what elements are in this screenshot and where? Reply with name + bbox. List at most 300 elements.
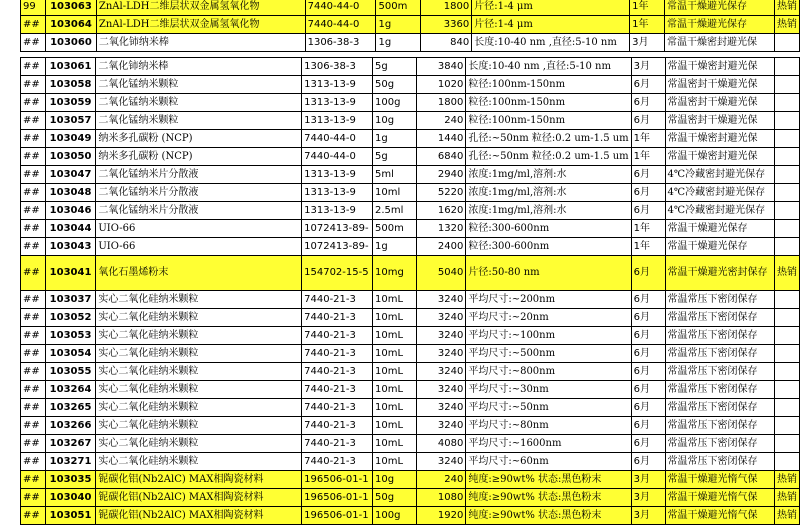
row-index-cell[interactable]: ## (21, 112, 46, 130)
row-index-cell[interactable]: ## (21, 435, 46, 453)
shelf-life-cell[interactable]: 1年 (630, 0, 665, 16)
product-code-cell[interactable]: 103054 (45, 345, 96, 363)
hot-sale-tag-cell[interactable] (774, 363, 799, 381)
product-name-cell[interactable]: 实心二氧化硅纳米颗粒 (96, 363, 302, 381)
product-code-cell[interactable]: 103061 (45, 58, 96, 76)
storage-condition-cell[interactable]: 常温干燥密封避光保 (665, 34, 775, 52)
price-cell[interactable]: 3240 (417, 363, 466, 381)
package-size-cell[interactable]: 10mL (372, 453, 416, 471)
shelf-life-cell[interactable]: 6月 (631, 363, 665, 381)
row-index-cell[interactable]: ## (21, 220, 46, 238)
storage-condition-cell[interactable]: 4℃冷藏密封避光保存 (665, 166, 774, 184)
package-size-cell[interactable]: 10mL (372, 381, 416, 399)
shelf-life-cell[interactable]: 6月 (631, 94, 665, 112)
table-row (21, 34, 800, 52)
storage-condition-cell[interactable]: 常温常压下密闭保存 (665, 417, 774, 435)
product-name-cell[interactable]: 实心二氧化硅纳米颗粒 (96, 435, 302, 453)
storage-condition-cell[interactable]: 4℃冷藏密封避光保存 (665, 202, 774, 220)
table-row (21, 130, 800, 148)
cas-number-cell[interactable]: 1313-13-9 (302, 166, 373, 184)
product-name-cell[interactable]: 实心二氧化硅纳米颗粒 (96, 453, 302, 471)
package-size-cell[interactable]: 10ml (372, 184, 416, 202)
shelf-life-cell[interactable]: 6月 (631, 345, 665, 363)
specification-cell[interactable]: 长度:10-40 nm ,直径:5-10 nm (472, 34, 630, 52)
cas-number-cell[interactable]: 196506-01-1 (302, 489, 373, 507)
price-cell[interactable]: 840 (421, 34, 472, 52)
row-index-cell[interactable]: ## (21, 363, 46, 381)
specification-cell[interactable]: 纯度:≥90wt% 状态:黑色粉末 (466, 507, 631, 525)
row-index-cell[interactable]: ## (21, 417, 46, 435)
shelf-life-cell[interactable]: 6月 (631, 184, 665, 202)
package-size-cell[interactable]: 50g (372, 76, 416, 94)
specification-cell[interactable]: 粒径:100nm-150nm (466, 76, 631, 94)
storage-condition-cell[interactable]: 常温常压下密闭保存 (665, 363, 774, 381)
price-cell[interactable]: 3240 (417, 399, 466, 417)
price-cell[interactable]: 5040 (417, 256, 466, 291)
hot-sale-tag-cell[interactable]: 热销 (774, 471, 799, 489)
row-index-cell[interactable]: ## (21, 148, 46, 166)
product-name-cell[interactable]: UIO-66 (96, 238, 302, 256)
product-name-cell[interactable]: 二氧化锰纳米片分散液 (96, 184, 302, 202)
specification-cell[interactable]: 平均尺寸:~800nm (466, 363, 631, 381)
shelf-life-cell[interactable]: 6月 (631, 76, 665, 94)
cas-number-cell[interactable]: 7440-44-0 (302, 130, 373, 148)
shelf-life-cell[interactable]: 3月 (631, 507, 665, 525)
product-name-cell[interactable]: 氧化石墨烯粉末 (96, 256, 302, 291)
storage-condition-cell[interactable]: 常温常压下密闭保存 (665, 291, 774, 309)
row-index-cell[interactable]: ## (21, 291, 46, 309)
package-size-cell[interactable]: 10mL (372, 363, 416, 381)
product-name-cell[interactable]: 实心二氧化硅纳米颗粒 (96, 399, 302, 417)
cas-number-cell[interactable]: 1313-13-9 (302, 76, 373, 94)
row-index-cell[interactable]: ## (21, 327, 46, 345)
package-size-cell[interactable]: 5g (372, 58, 416, 76)
specification-cell[interactable]: 浓度:1mg/ml,溶剂:水 (466, 166, 631, 184)
price-cell[interactable]: 3360 (421, 16, 472, 34)
cas-number-cell[interactable]: 1313-13-9 (302, 94, 373, 112)
cas-number-cell[interactable]: 1313-13-9 (302, 112, 373, 130)
row-index-cell[interactable]: ## (21, 238, 46, 256)
product-code-cell[interactable]: 103052 (45, 309, 96, 327)
shelf-life-cell[interactable]: 1年 (631, 238, 665, 256)
product-code-cell[interactable]: 103055 (45, 363, 96, 381)
hot-sale-tag-cell[interactable] (774, 453, 799, 471)
product-code-cell[interactable]: 103064 (45, 16, 96, 34)
product-name-cell[interactable]: 二氧化锰纳米片分散液 (96, 166, 302, 184)
hot-sale-tag-cell[interactable] (774, 34, 799, 52)
product-name-cell[interactable]: 实心二氧化硅纳米颗粒 (96, 381, 302, 399)
product-code-cell[interactable]: 103051 (45, 507, 96, 525)
specification-cell[interactable]: 纯度:≥90wt% 状态:黑色粉末 (466, 471, 631, 489)
shelf-life-cell[interactable]: 6月 (631, 417, 665, 435)
price-cell[interactable]: 1620 (417, 202, 466, 220)
storage-condition-cell[interactable]: 常温常压下密闭保存 (665, 381, 774, 399)
table-row (21, 399, 800, 417)
product-code-cell[interactable]: 103053 (45, 327, 96, 345)
cas-number-cell[interactable]: 7440-44-0 (302, 148, 373, 166)
table-row (21, 166, 800, 184)
hot-sale-tag-cell[interactable]: 热销 (774, 489, 799, 507)
product-name-cell[interactable]: 实心二氧化硅纳米颗粒 (96, 309, 302, 327)
row-index-cell[interactable]: ## (21, 184, 46, 202)
row-index-cell[interactable]: ## (21, 16, 46, 34)
price-cell[interactable]: 3840 (417, 58, 466, 76)
hot-sale-tag-cell[interactable] (774, 327, 799, 345)
shelf-life-cell[interactable]: 3月 (631, 489, 665, 507)
shelf-life-cell[interactable]: 6月 (631, 256, 665, 291)
product-name-cell[interactable]: 二氧化锰纳米颗粒 (96, 94, 302, 112)
table-row (21, 489, 800, 507)
shelf-life-cell[interactable]: 6月 (631, 291, 665, 309)
specification-cell[interactable]: 平均尺寸:~80nm (466, 417, 631, 435)
price-cell[interactable]: 3240 (417, 291, 466, 309)
specification-cell[interactable]: 纯度:≥90wt% 状态:黑色粉末 (466, 489, 631, 507)
package-size-cell[interactable]: 2.5ml (372, 202, 416, 220)
storage-condition-cell[interactable]: 常温干燥避光惰气保 (665, 471, 774, 489)
hot-sale-tag-cell[interactable] (774, 130, 799, 148)
package-size-cell[interactable]: 1g (372, 238, 416, 256)
product-code-cell[interactable]: 103060 (45, 34, 96, 52)
package-size-cell[interactable]: 10mg (372, 256, 416, 291)
product-code-cell[interactable]: 103058 (45, 76, 96, 94)
package-size-cell[interactable]: 10mL (372, 327, 416, 345)
cas-number-cell[interactable]: 1072413-89- (302, 238, 373, 256)
storage-condition-cell[interactable]: 常温常压下密闭保存 (665, 345, 774, 363)
specification-cell[interactable]: 平均尺寸:~50nm (466, 399, 631, 417)
price-cell[interactable]: 1020 (417, 76, 466, 94)
price-cell[interactable]: 3240 (417, 381, 466, 399)
price-cell[interactable]: 2400 (417, 238, 466, 256)
row-index-cell[interactable]: ## (21, 471, 46, 489)
cas-number-cell[interactable]: 1306-38-3 (302, 58, 373, 76)
row-index-cell[interactable]: ## (21, 202, 46, 220)
shelf-life-cell[interactable]: 6月 (631, 166, 665, 184)
price-cell[interactable]: 6840 (417, 148, 466, 166)
package-size-cell[interactable]: 1g (376, 34, 421, 52)
product-code-cell[interactable]: 103057 (45, 112, 96, 130)
package-size-cell[interactable]: 10mL (372, 399, 416, 417)
product-code-cell[interactable]: 103041 (45, 256, 96, 291)
cas-number-cell[interactable]: 196506-01-1 (302, 471, 373, 489)
product-code-cell[interactable]: 103264 (45, 381, 96, 399)
package-size-cell[interactable]: 50g (372, 489, 416, 507)
storage-condition-cell[interactable]: 常温干燥避光保存 (665, 0, 775, 16)
product-name-cell[interactable]: 铌碳化铝(Nb2AlC) MAX相陶瓷材料 (96, 471, 302, 489)
product-code-cell[interactable]: 103047 (45, 166, 96, 184)
specification-cell[interactable]: 平均尺寸:~60nm (466, 453, 631, 471)
product-code-cell[interactable]: 103059 (45, 94, 96, 112)
table-row (21, 112, 800, 130)
hot-sale-tag-cell[interactable] (774, 202, 799, 220)
row-index-cell[interactable]: ## (21, 453, 46, 471)
shelf-life-cell[interactable]: 6月 (631, 202, 665, 220)
hot-sale-tag-cell[interactable]: 热销 (774, 256, 799, 291)
specification-cell[interactable]: 平均尺寸:~200nm (466, 291, 631, 309)
row-index-cell[interactable]: ## (21, 381, 46, 399)
product-code-cell[interactable]: 103267 (45, 435, 96, 453)
specification-cell[interactable]: 粒径:100nm-150nm (466, 112, 631, 130)
price-cell[interactable]: 1320 (417, 220, 466, 238)
specification-cell[interactable]: 片径:1-4 μm (472, 0, 630, 16)
specification-cell[interactable]: 片径:1-4 μm (472, 16, 630, 34)
cas-number-cell[interactable]: 7440-44-0 (305, 0, 376, 16)
product-name-cell[interactable]: 实心二氧化硅纳米颗粒 (96, 327, 302, 345)
product-code-cell[interactable]: 103271 (45, 453, 96, 471)
storage-condition-cell[interactable]: 4℃冷藏密封避光保存 (665, 184, 774, 202)
shelf-life-cell[interactable]: 1年 (630, 16, 665, 34)
product-code-cell[interactable]: 103040 (45, 489, 96, 507)
specification-cell[interactable]: 粒径:300-600nm (466, 220, 631, 238)
hot-sale-tag-cell[interactable] (774, 435, 799, 453)
hot-sale-tag-cell[interactable] (774, 94, 799, 112)
package-size-cell[interactable]: 1g (376, 16, 421, 34)
storage-condition-cell[interactable]: 常温干燥避光惰气保 (665, 489, 774, 507)
cas-number-cell[interactable]: 7440-21-3 (302, 381, 373, 399)
hot-sale-tag-cell[interactable]: 热销 (774, 507, 799, 525)
product-name-cell[interactable]: 实心二氧化硅纳米颗粒 (96, 345, 302, 363)
product-code-cell[interactable]: 103043 (45, 238, 96, 256)
storage-condition-cell[interactable]: 常温干燥避光保存 (665, 238, 774, 256)
row-index-cell[interactable]: ## (21, 76, 46, 94)
cas-number-cell[interactable]: 7440-44-0 (305, 16, 376, 34)
package-size-cell[interactable]: 10mL (372, 309, 416, 327)
table-row (21, 0, 800, 16)
hot-sale-tag-cell[interactable]: 热销 (774, 16, 799, 34)
product-name-cell[interactable]: 纳米多孔碳粉 (NCP) (96, 130, 302, 148)
cas-number-cell[interactable]: 154702-15-5 (302, 256, 373, 291)
storage-condition-cell[interactable]: 常温干燥密封避光保 (665, 130, 774, 148)
package-size-cell[interactable]: 10mL (372, 345, 416, 363)
specification-cell[interactable]: 平均尺寸:~1600nm (466, 435, 631, 453)
shelf-life-cell[interactable]: 6月 (631, 435, 665, 453)
product-name-cell[interactable]: 实心二氧化硅纳米颗粒 (96, 417, 302, 435)
cas-number-cell[interactable]: 7440-21-3 (302, 363, 373, 381)
hot-sale-tag-cell[interactable] (774, 399, 799, 417)
hot-sale-tag-cell[interactable] (774, 345, 799, 363)
hot-sale-tag-cell[interactable] (774, 58, 799, 76)
price-cell[interactable]: 1080 (417, 489, 466, 507)
row-index-cell[interactable]: ## (21, 489, 46, 507)
table-row (21, 76, 800, 94)
row-index-cell[interactable]: ## (21, 399, 46, 417)
shelf-life-cell[interactable]: 3月 (631, 471, 665, 489)
product-name-cell[interactable]: 二氧化锰纳米片分散液 (96, 202, 302, 220)
specification-cell[interactable]: 粒径:300-600nm (466, 238, 631, 256)
package-size-cell[interactable]: 500m (372, 220, 416, 238)
price-cell[interactable]: 3240 (417, 453, 466, 471)
storage-condition-cell[interactable]: 常温常压下密闭保存 (665, 399, 774, 417)
package-size-cell[interactable]: 5g (372, 148, 416, 166)
product-name-cell[interactable]: 铌碳化铝(Nb2AlC) MAX相陶瓷材料 (96, 489, 302, 507)
product-code-cell[interactable]: 103050 (45, 148, 96, 166)
product-code-cell[interactable]: 103035 (45, 471, 96, 489)
hot-sale-tag-cell[interactable]: 热销 (774, 0, 799, 16)
cas-number-cell[interactable]: 7440-21-3 (302, 291, 373, 309)
cas-number-cell[interactable]: 7440-21-3 (302, 327, 373, 345)
hot-sale-tag-cell[interactable] (774, 184, 799, 202)
cas-number-cell[interactable]: 7440-21-3 (302, 435, 373, 453)
hot-sale-tag-cell[interactable] (774, 417, 799, 435)
storage-condition-cell[interactable]: 常温密封干燥避光保 (665, 76, 774, 94)
table-row (21, 238, 800, 256)
product-name-cell[interactable]: 二氧化锰纳米颗粒 (96, 112, 302, 130)
table-row (21, 16, 800, 34)
product-table-top (20, 0, 800, 52)
row-index-cell[interactable]: ## (21, 34, 46, 52)
table-row (21, 417, 800, 435)
package-size-cell[interactable]: 500m (376, 0, 421, 16)
cas-number-cell[interactable]: 7440-21-3 (302, 453, 373, 471)
product-code-cell[interactable]: 103044 (45, 220, 96, 238)
price-cell[interactable]: 1800 (417, 94, 466, 112)
price-cell[interactable]: 240 (417, 112, 466, 130)
shelf-life-cell[interactable]: 1年 (631, 148, 665, 166)
hot-sale-tag-cell[interactable] (774, 381, 799, 399)
hot-sale-tag-cell[interactable] (774, 309, 799, 327)
row-index-cell[interactable]: ## (21, 166, 46, 184)
storage-condition-cell[interactable]: 常温常压下密闭保存 (665, 309, 774, 327)
specification-cell[interactable]: 平均尺寸:~100nm (466, 327, 631, 345)
product-name-cell[interactable]: 二氧化锰纳米颗粒 (96, 76, 302, 94)
storage-condition-cell[interactable]: 常温干燥避光保存 (665, 16, 775, 34)
table-row (21, 381, 800, 399)
package-size-cell[interactable]: 10g (372, 112, 416, 130)
price-cell[interactable]: 3240 (417, 417, 466, 435)
storage-condition-cell[interactable]: 常温干燥避光惰气保 (665, 507, 774, 525)
storage-condition-cell[interactable]: 常温干燥密封避光保 (665, 148, 774, 166)
product-name-cell[interactable]: 实心二氧化硅纳米颗粒 (96, 291, 302, 309)
specification-cell[interactable]: 孔径:~50nm 粒径:0.2 um-1.5 um (466, 130, 631, 148)
product-name-cell[interactable]: ZnAl-LDH二维层状双金属氢氧化物 (96, 16, 305, 34)
row-index-cell[interactable]: ## (21, 309, 46, 327)
price-cell[interactable]: 3240 (417, 345, 466, 363)
hot-sale-tag-cell[interactable] (774, 238, 799, 256)
row-index-cell[interactable]: ## (21, 130, 46, 148)
shelf-life-cell[interactable]: 6月 (631, 453, 665, 471)
specification-cell[interactable]: 平均尺寸:~500nm (466, 345, 631, 363)
row-index-cell[interactable]: ## (21, 58, 46, 76)
package-size-cell[interactable]: 10mL (372, 291, 416, 309)
price-cell[interactable]: 1440 (417, 130, 466, 148)
storage-condition-cell[interactable]: 常温密封干燥避光保 (665, 94, 774, 112)
shelf-life-cell[interactable]: 6月 (631, 327, 665, 345)
shelf-life-cell[interactable]: 1年 (631, 220, 665, 238)
product-code-cell[interactable]: 103048 (45, 184, 96, 202)
row-index-cell[interactable]: ## (21, 94, 46, 112)
package-size-cell[interactable]: 100g (372, 94, 416, 112)
specification-cell[interactable]: 孔径:~50nm 粒径:0.2 um-1.5 um (466, 148, 631, 166)
price-cell[interactable]: 3240 (417, 327, 466, 345)
hot-sale-tag-cell[interactable] (774, 148, 799, 166)
price-cell[interactable]: 4080 (417, 435, 466, 453)
package-size-cell[interactable]: 5ml (372, 166, 416, 184)
storage-condition-cell[interactable]: 常温干燥避光保存 (665, 220, 774, 238)
product-code-cell[interactable]: 103037 (45, 291, 96, 309)
table-row (21, 202, 800, 220)
shelf-life-cell[interactable]: 6月 (631, 399, 665, 417)
price-cell[interactable]: 240 (417, 471, 466, 489)
specification-cell[interactable]: 浓度:1mg/ml,溶剂:水 (466, 202, 631, 220)
cas-number-cell[interactable]: 1313-13-9 (302, 184, 373, 202)
price-cell[interactable]: 3240 (417, 309, 466, 327)
row-index-cell[interactable]: 99 (21, 0, 46, 16)
shelf-life-cell[interactable]: 6月 (631, 112, 665, 130)
table-row (21, 148, 800, 166)
table-row (21, 256, 800, 291)
specification-cell[interactable]: 粒径:100nm-150nm (466, 94, 631, 112)
shelf-life-cell[interactable]: 6月 (631, 309, 665, 327)
price-cell[interactable]: 1920 (417, 507, 466, 525)
cas-number-cell[interactable]: 1306-38-3 (305, 34, 376, 52)
cas-number-cell[interactable]: 7440-21-3 (302, 345, 373, 363)
cas-number-cell[interactable]: 7440-21-3 (302, 417, 373, 435)
cas-number-cell[interactable]: 1313-13-9 (302, 202, 373, 220)
table-row (21, 309, 800, 327)
hot-sale-tag-cell[interactable] (774, 166, 799, 184)
storage-condition-cell[interactable]: 常温常压下密闭保存 (665, 327, 774, 345)
specification-cell[interactable]: 平均尺寸:~30nm (466, 381, 631, 399)
hot-sale-tag-cell[interactable] (774, 220, 799, 238)
package-size-cell[interactable]: 1g (372, 130, 416, 148)
cas-number-cell[interactable]: 196506-01-1 (302, 507, 373, 525)
product-code-cell[interactable]: 103266 (45, 417, 96, 435)
price-cell[interactable]: 2940 (417, 166, 466, 184)
row-index-cell[interactable]: ## (21, 256, 46, 291)
hot-sale-tag-cell[interactable] (774, 112, 799, 130)
specification-cell[interactable]: 浓度:1mg/ml,溶剂:水 (466, 184, 631, 202)
table-row (21, 327, 800, 345)
hot-sale-tag-cell[interactable] (774, 291, 799, 309)
storage-condition-cell[interactable]: 常温密封干燥避光保 (665, 112, 774, 130)
shelf-life-cell[interactable]: 1年 (631, 130, 665, 148)
product-name-cell[interactable]: 二氧化铈纳米棒 (96, 34, 305, 52)
specification-cell[interactable]: 长度:10-40 nm ,直径:5-10 nm (466, 58, 631, 76)
product-name-cell[interactable]: 二氧化铈纳米棒 (96, 58, 302, 76)
product-name-cell[interactable]: 铌碳化铝(Nb2AlC) MAX相陶瓷材料 (96, 507, 302, 525)
shelf-life-cell[interactable]: 3月 (630, 34, 665, 52)
row-index-cell[interactable]: ## (21, 507, 46, 525)
price-cell[interactable]: 5220 (417, 184, 466, 202)
storage-condition-cell[interactable]: 常温常压下密闭保存 (665, 453, 774, 471)
product-name-cell[interactable]: ZnAl-LDH二维层状双金属氢氧化物 (96, 0, 305, 16)
storage-condition-cell[interactable]: 常温干燥密封避光保 (665, 58, 774, 76)
cas-number-cell[interactable]: 7440-21-3 (302, 309, 373, 327)
package-size-cell[interactable]: 10mL (372, 435, 416, 453)
product-code-cell[interactable]: 103049 (45, 130, 96, 148)
price-cell[interactable]: 1800 (421, 0, 472, 16)
product-name-cell[interactable]: 纳米多孔碳粉 (NCP) (96, 148, 302, 166)
storage-condition-cell[interactable]: 常温干燥避光密封保存 (665, 256, 774, 291)
shelf-life-cell[interactable]: 6月 (631, 381, 665, 399)
shelf-life-cell[interactable]: 3月 (631, 58, 665, 76)
product-name-cell[interactable]: UIO-66 (96, 220, 302, 238)
specification-cell[interactable]: 平均尺寸:~20nm (466, 309, 631, 327)
specification-cell[interactable]: 片径:50-80 nm (466, 256, 631, 291)
package-size-cell[interactable]: 100g (372, 507, 416, 525)
product-code-cell[interactable]: 103046 (45, 202, 96, 220)
package-size-cell[interactable]: 10mL (372, 417, 416, 435)
hot-sale-tag-cell[interactable] (774, 76, 799, 94)
storage-condition-cell[interactable]: 常温常压下密闭保存 (665, 435, 774, 453)
row-index-cell[interactable]: ## (21, 345, 46, 363)
package-size-cell[interactable]: 10g (372, 471, 416, 489)
product-code-cell[interactable]: 103063 (45, 0, 96, 16)
cas-number-cell[interactable]: 7440-21-3 (302, 399, 373, 417)
cas-number-cell[interactable]: 1072413-89- (302, 220, 373, 238)
product-code-cell[interactable]: 103265 (45, 399, 96, 417)
table-row (21, 220, 800, 238)
table-row (21, 471, 800, 489)
